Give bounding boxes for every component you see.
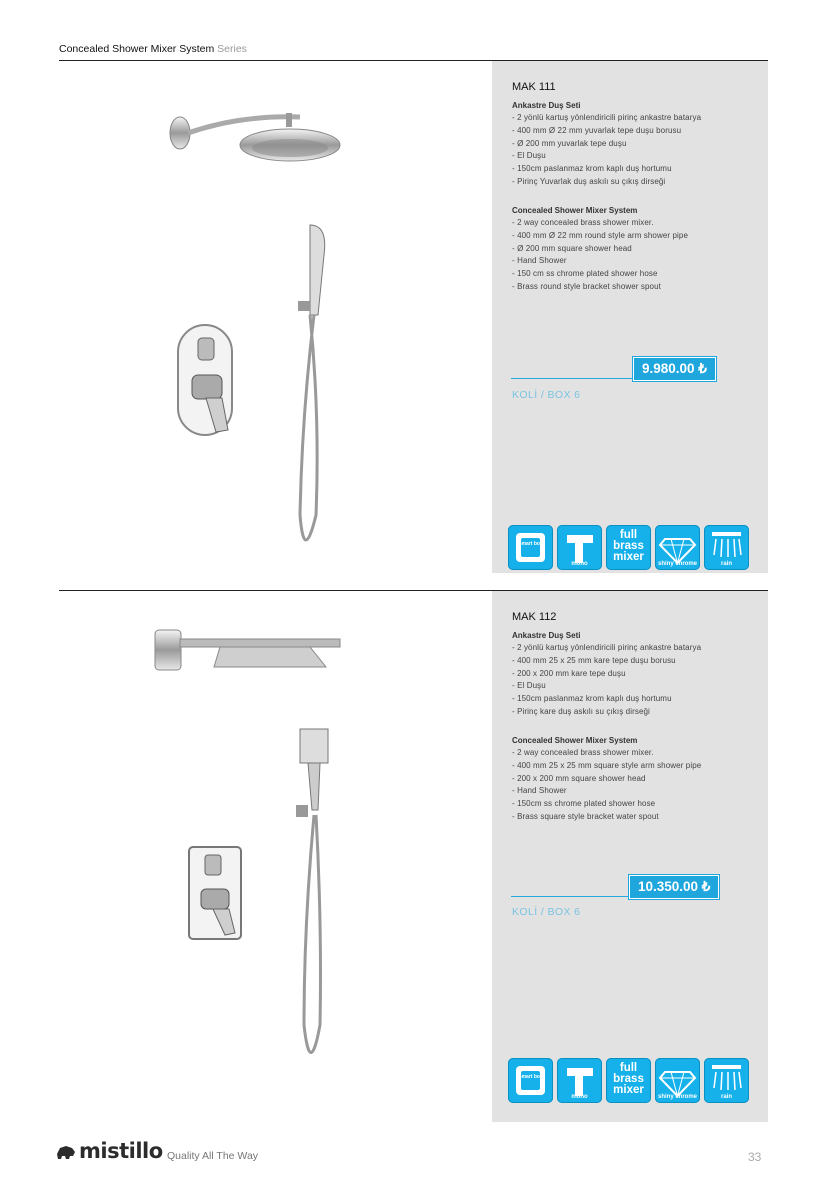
product-panel-mak111 (492, 61, 768, 573)
list-item: - 2 way concealed brass shower mixer. (512, 748, 654, 757)
smart-box-badge (508, 525, 553, 570)
list-item: - 150cm paslanmaz krom kaplı duş hortumu (512, 694, 672, 704)
shiny-chrome-badge (655, 1058, 700, 1103)
badge-label: shiny chrome (657, 1094, 697, 1100)
list-item: - 400 mm Ø 22 mm yuvarlak tepe duşu borusu (512, 125, 682, 135)
brand-logo (56, 1139, 163, 1163)
header-title: Concealed Shower Mixer System (59, 43, 215, 55)
shiny-chrome-badge (655, 525, 700, 570)
rain-badge (704, 1058, 749, 1103)
en-spec-list (512, 747, 701, 824)
rhino-icon (56, 1142, 76, 1160)
badge-label: rain (720, 561, 732, 567)
smart-box-icon (508, 1058, 553, 1103)
tr-spec-list (512, 112, 701, 189)
list-item: - Ø 200 mm yuvarlak tepe duşu (512, 138, 627, 148)
price-tag: 9.980.00 ₺ (633, 357, 716, 381)
list-item: - 150 cm ss chrome plated shower hose (512, 269, 658, 279)
price-tag: 10.350.00 ₺ (629, 875, 719, 899)
list-item: - Hand Shower (512, 786, 567, 796)
badge-label: rain (720, 1094, 732, 1100)
list-item: - 2 way concealed brass shower mixer. (512, 218, 654, 227)
list-item: - 400 mm Ø 22 mm round style arm shower pipe (512, 230, 689, 240)
list-item: - 2 yönlü kartuş yönlendiricili pirinç ankastre batarya (512, 113, 702, 122)
badge-label: mono (571, 561, 588, 567)
mono-badge (557, 1058, 602, 1103)
mono-badge (557, 525, 602, 570)
badge-label: Smart box (518, 541, 543, 547)
feature-badges (508, 525, 749, 570)
product-code: MAK 111 (512, 81, 556, 93)
list-item: - 150cm paslanmaz krom kaplı duş hortumu (512, 164, 672, 174)
tr-spec-list (512, 642, 701, 719)
full-brass-badge (606, 525, 651, 570)
smart-box-icon (508, 525, 553, 570)
smart-box-badge (508, 1058, 553, 1103)
en-title: Concealed Shower Mixer System (512, 206, 638, 215)
tr-title: Ankastre Duş Seti (512, 101, 581, 110)
list-item: - Pirinç Yuvarlak duş askılı su çıkış dirseği (512, 176, 666, 186)
list-item: - 400 mm 25 x 25 mm kare tepe duşu borusu (512, 655, 676, 665)
badge-label: full brass mixer (613, 529, 644, 563)
badge-label: full brass mixer (613, 1062, 644, 1096)
box-quantity: KOLİ / BOX 6 (512, 389, 581, 401)
badge-label: shiny chrome (657, 561, 697, 567)
list-item: - 400 mm 25 x 25 mm square style arm shower pipe (512, 760, 702, 770)
full-brass-badge (606, 1058, 651, 1103)
list-item: - 150cm ss chrome plated shower hose (512, 799, 656, 809)
round-hand-shower-image (280, 215, 340, 565)
list-item: - 200 x 200 mm square shower head (512, 773, 646, 783)
square-hand-shower-image (290, 725, 340, 1085)
list-item: - Hand Shower (512, 256, 567, 266)
header-series: Series (217, 43, 247, 55)
list-item: - 2 yönlü kartuş yönlendiricili pirinç ankastre batarya (512, 643, 702, 652)
badge-label: Smart box (518, 1074, 543, 1080)
list-item: - 200 x 200 mm kare tepe duşu (512, 668, 626, 678)
page-header (59, 43, 247, 55)
badge-label: mono (571, 1094, 588, 1100)
round-mixer-image (170, 320, 240, 445)
product-panel-mak112 (492, 591, 768, 1122)
square-mixer-image (185, 843, 245, 943)
list-item: - Brass round style bracket shower spout (512, 281, 661, 291)
box-quantity: KOLİ / BOX 6 (512, 906, 581, 918)
en-title: Concealed Shower Mixer System (512, 736, 638, 745)
en-spec-list (512, 217, 688, 294)
feature-badges (508, 1058, 749, 1103)
list-item: - El Duşu (512, 681, 546, 691)
brand-name: mistillo (79, 1139, 163, 1163)
rain-badge (704, 525, 749, 570)
tr-title: Ankastre Duş Seti (512, 631, 581, 640)
tagline: Quality All The Way (167, 1150, 259, 1162)
list-item: - Ø 200 mm square shower head (512, 243, 632, 253)
product-code: MAK 112 (512, 611, 557, 623)
list-item: - Brass square style bracket water spout (512, 811, 659, 821)
square-overhead-shower-image (150, 615, 350, 680)
list-item: - El Duşu (512, 151, 546, 161)
list-item: - Pirinç kare duş askılı su çıkış dirseği (512, 706, 650, 716)
round-overhead-shower-image (160, 95, 350, 170)
page-number: 33 (748, 1150, 762, 1164)
